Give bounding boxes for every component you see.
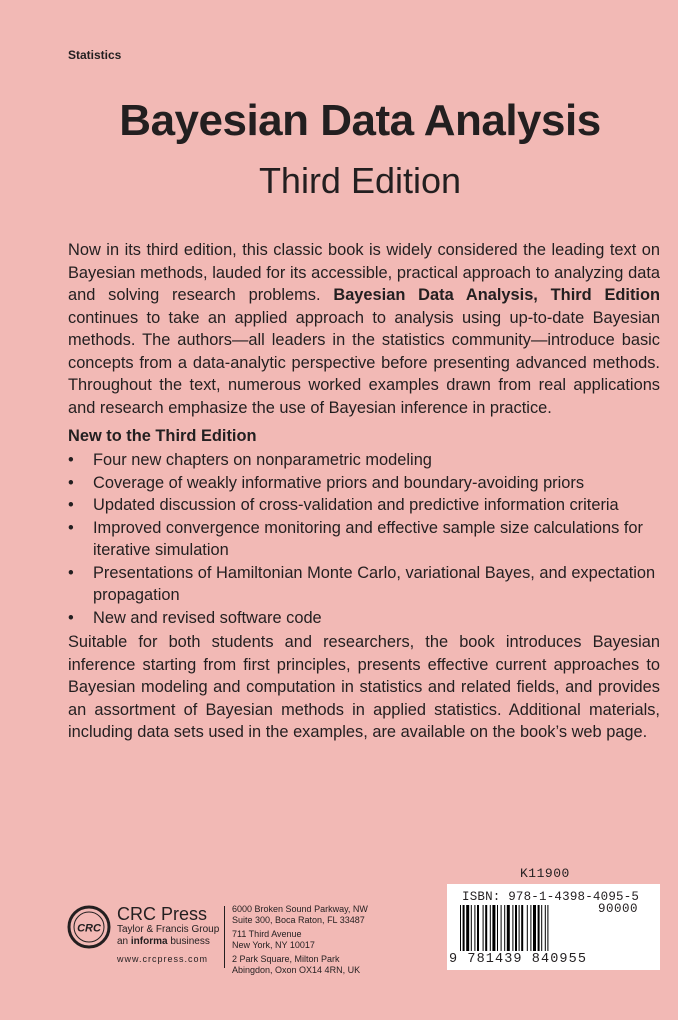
- informa-brand: informa: [130, 936, 168, 947]
- barcode-bar: [466, 905, 469, 951]
- publisher-name: CRC Press: [117, 904, 208, 924]
- list-item: [68, 517, 660, 562]
- barcode-bar: [460, 905, 461, 951]
- barcode-bar: [471, 905, 472, 951]
- barcode-bar: [497, 905, 498, 951]
- description-text-2: continues to take an applied approach to analysis using up-to-date Bayesian methods. The authors—all leaders in the statistics community—introduce basic concepts from a data-analytic perspective before presenting advanced methods. Throughout the text, numerous worked examples drawn from real applications and research emphasize the use of Bayesian inference in practice.: [68, 308, 660, 417]
- barcode-bar: [477, 905, 479, 951]
- address-line: 711 Third Avenue: [232, 929, 302, 939]
- description-text-1: Now in its third edition, this classic book is widely considered the leading text on Bayesian methods, lauded for its accessible, practical approach to analyzing data and solving research problems.: [68, 241, 660, 304]
- barcode-bar: [527, 905, 528, 951]
- list-item-text: Coverage of weakly informative priors and boundary-avoiding priors: [93, 473, 585, 492]
- bullet-icon: •: [68, 518, 74, 537]
- barcode-bar: [545, 905, 546, 951]
- description-paragraph: [68, 239, 660, 419]
- barcode-bar: [533, 905, 536, 951]
- barcode-bar: [485, 905, 487, 951]
- new-edition-heading: New to the Third Edition: [68, 427, 257, 445]
- business-prefix: an: [117, 936, 131, 947]
- isbn-digits: 9 781439 840955: [449, 952, 588, 967]
- address-line: 6000 Broken Sound Parkway, NW: [232, 904, 368, 914]
- barcode-bar: [501, 905, 502, 951]
- barcode-bar: [483, 905, 484, 951]
- list-item-text: Improved convergence monitoring and effective sample size calculations for iterative simulation: [93, 518, 643, 559]
- publisher-group: Taylor & Francis Group: [117, 924, 220, 935]
- book-subtitle: Third Edition: [258, 160, 462, 201]
- barcode-bar: [504, 905, 505, 951]
- list-item: [68, 449, 660, 472]
- address-line: Suite 300, Boca Raton, FL 33487: [232, 914, 365, 925]
- bullet-icon: •: [68, 496, 74, 514]
- crc-logo-icon: [66, 904, 112, 950]
- address-line: Abingdon, Oxon OX14 4RN, UK: [232, 964, 361, 975]
- bullet-icon: •: [68, 451, 74, 469]
- bullet-icon: •: [68, 608, 74, 627]
- list-item-text: Four new chapters on nonparametric modeling: [93, 451, 432, 469]
- address-line: 2 Park Square, Milton Park: [232, 954, 340, 964]
- barcode-bar: [530, 905, 531, 951]
- barcode-bar: [541, 905, 542, 951]
- publisher-divider: [224, 906, 225, 968]
- product-code: K11900: [520, 866, 570, 881]
- barcode-bar: [515, 905, 517, 951]
- address-line: New York, NY 10017: [232, 939, 315, 950]
- publisher-business: [117, 936, 219, 948]
- publisher-text: [117, 904, 219, 964]
- barcode-bar: [474, 905, 475, 951]
- barcode-bar: [492, 905, 495, 951]
- barcode-bar: [521, 905, 523, 951]
- category-label: Statistics: [68, 48, 122, 62]
- barcode-bar: [519, 905, 520, 951]
- list-item-text: New and revised software code: [93, 608, 322, 627]
- barcode-bar: [490, 905, 491, 951]
- list-item: [68, 562, 660, 607]
- barcode-bar: [507, 905, 510, 951]
- new-features-list: [68, 449, 660, 629]
- closing-paragraph: Suitable for both students and researchers, the book introduces Bayesian inference starting from first principles, presents effective current approaches to Bayesian modeling and computation in statistics and related fields, and provides an assortment of Bayesian methods in applied statistics. Additional materials, including data sets used in the examples, are available on the book’s web page.: [68, 633, 660, 741]
- bullet-icon: •: [68, 563, 74, 582]
- barcode-bar: [538, 905, 540, 951]
- publisher-url: www.crcpress.com: [117, 954, 209, 964]
- crc-logo-text: CRC: [77, 922, 101, 935]
- book-title: Bayesian Data Analysis: [119, 96, 601, 145]
- barcode-icon: [460, 905, 596, 951]
- barcode-bar: [547, 905, 548, 951]
- isbn-label: ISBN: 978-1-4398-4095-5: [462, 890, 640, 904]
- list-item: [68, 472, 660, 495]
- barcode-bar: [463, 905, 465, 951]
- list-item: [68, 494, 660, 517]
- list-item-text: Presentations of Hamiltonian Monte Carlo, variational Bayes, and expectation propagation: [93, 563, 656, 604]
- description-bold-title: Bayesian Data Analysis, Third Edition: [333, 286, 660, 304]
- list-item: [68, 607, 660, 630]
- crc-logo: [66, 904, 112, 955]
- barcode-bar: [512, 905, 513, 951]
- business-suffix: business: [167, 936, 210, 947]
- list-item-text: Updated discussion of cross-validation and predictive information criteria: [93, 496, 619, 514]
- bullet-icon: •: [68, 473, 74, 492]
- price-code: 90000: [598, 902, 639, 916]
- publisher-addresses: [232, 904, 368, 975]
